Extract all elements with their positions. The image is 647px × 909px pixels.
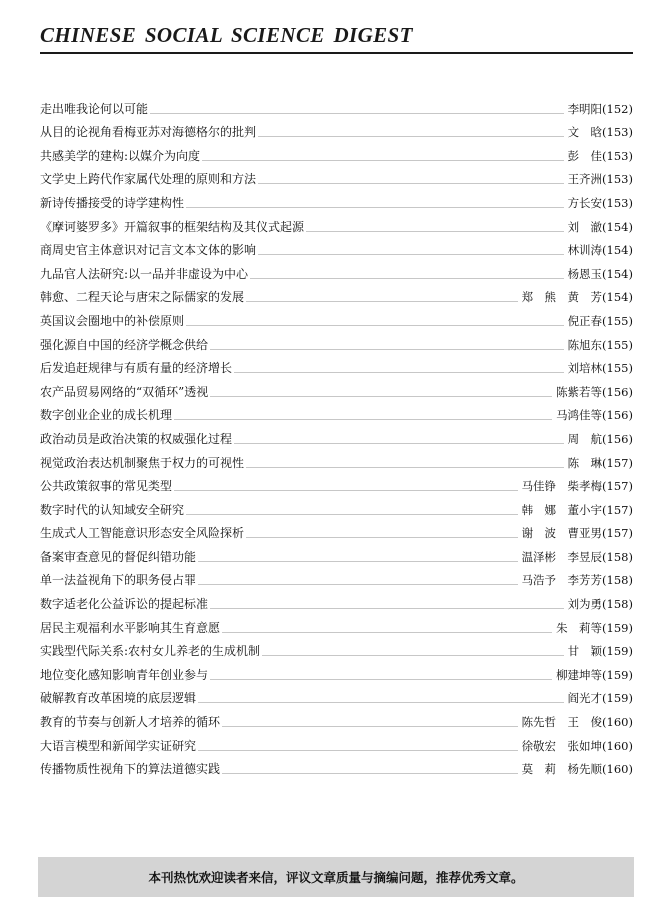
toc-entry[interactable] <box>40 93 633 117</box>
toc-entry-title: 英国议会圈地中的补偿原则 <box>40 313 185 328</box>
toc-entry[interactable] <box>40 706 633 730</box>
toc-entry[interactable] <box>40 164 633 188</box>
dot-leader <box>210 608 564 609</box>
toc-entry-author-page: 阎光才(159) <box>567 691 633 706</box>
dot-leader <box>246 301 518 302</box>
toc-entry-title: 地位变化感知影响青年创业参与 <box>40 667 209 682</box>
dot-leader <box>234 443 564 444</box>
dot-leader <box>258 136 564 137</box>
toc-entry[interactable] <box>40 117 633 141</box>
dot-leader <box>150 113 564 114</box>
dot-leader <box>250 278 564 279</box>
toc-entry-author-page: 刘培林(155) <box>567 361 633 376</box>
toc-entry-author-page: 马佳铮 柴孝梅(157) <box>521 479 633 494</box>
toc-entry-title: 新诗传播接受的诗学建构性 <box>40 195 185 210</box>
toc-entry[interactable] <box>40 305 633 329</box>
dot-leader <box>186 514 518 515</box>
toc-entry[interactable] <box>40 423 633 447</box>
dot-leader <box>174 490 518 491</box>
dot-leader <box>174 419 552 420</box>
toc-entry-author-page: 彭 佳(153) <box>567 148 633 163</box>
toc-entry-author-page: 朱 莉等(159) <box>556 620 633 635</box>
toc-entry[interactable] <box>40 683 633 707</box>
toc-entry-author-page: 陈 琳(157) <box>567 455 633 470</box>
toc-entry-author-page: 王齐洲(153) <box>567 172 633 187</box>
toc-entry-author-page: 方长安(153) <box>567 195 633 210</box>
dot-leader <box>306 231 564 232</box>
journal-header <box>40 21 633 49</box>
dot-leader <box>246 467 564 468</box>
dot-leader <box>210 396 552 397</box>
toc-entry-title: 大语言模型和新闻学实证研究 <box>40 738 197 753</box>
dot-leader <box>222 773 518 774</box>
footer-text: 本刊热忱欢迎读者来信，评议文章质量与摘编问题，推荐优秀文章。 <box>148 870 524 885</box>
toc-entry-title: 数字适老化公益诉讼的提起标准 <box>40 597 209 612</box>
dot-leader <box>186 207 564 208</box>
toc-entry-title: 教育的节奏与创新人才培养的循环 <box>40 715 221 730</box>
dot-leader <box>198 584 518 585</box>
toc-entry[interactable] <box>40 235 633 259</box>
toc-entry-author-page: 陈旭东(155) <box>567 337 633 352</box>
toc-entry-title: 走出唯我论何以可能 <box>40 101 149 116</box>
toc-entry[interactable] <box>40 541 633 565</box>
toc-entry-author-page: 莫 莉 杨先顺(160) <box>521 762 633 777</box>
dot-leader <box>198 750 518 751</box>
toc-entry[interactable] <box>40 636 633 660</box>
toc-entry-title: 数字创业企业的成长机理 <box>40 408 173 423</box>
toc-entry-author-page: 韩 娜 董小宇(157) <box>521 502 633 517</box>
toc-entry-title: 生成式人工智能意识形态安全风险探析 <box>40 526 245 541</box>
toc-entry-author-page: 甘 颖(159) <box>567 644 633 659</box>
toc-entry-author-page: 郑 熊 黄 芳(154) <box>521 290 633 305</box>
toc-entry-author-page: 陈紫若等(156) <box>556 384 633 399</box>
toc-entry-author-page: 文 晗(153) <box>567 125 633 140</box>
toc-entry-author-page: 周 航(156) <box>567 431 633 446</box>
toc-entry[interactable] <box>40 282 633 306</box>
dot-leader <box>222 726 518 727</box>
toc-entry-author-page: 徐敬宏 张如坤(160) <box>521 738 633 753</box>
toc-entry-title: 视觉政治表达机制聚焦于权力的可视性 <box>40 455 245 470</box>
toc-entry-title: 农产品贸易网络的“双循环”透视 <box>40 384 209 399</box>
footer-note <box>38 857 634 897</box>
toc-entry-title: 从目的论视角看梅亚苏对海德格尔的批判 <box>40 125 257 140</box>
dot-leader <box>210 349 564 350</box>
toc-entry-title: 共感美学的建构:以媒介为向度 <box>40 148 201 163</box>
toc-entry-title: 强化源自中国的经济学概念供给 <box>40 337 209 352</box>
toc-entry[interactable] <box>40 258 633 282</box>
toc-entry[interactable] <box>40 447 633 471</box>
toc-entry-title: 单一法益视角下的职务侵占罪 <box>40 573 197 588</box>
toc-entry-title: 传播物质性视角下的算法道德实践 <box>40 762 221 777</box>
toc-entry-author-page: 马浩予 李芳芳(158) <box>521 573 633 588</box>
dot-leader <box>222 632 552 633</box>
toc-entry-title: 文学史上跨代作家属代处理的原则和方法 <box>40 172 257 187</box>
toc-entry-title: 《摩诃婆罗多》开篇叙事的框架结构及其仪式起源 <box>40 219 305 234</box>
toc-entry[interactable] <box>40 588 633 612</box>
toc-entry-title: 韩愈、二程天论与唐宋之际儒家的发展 <box>40 290 245 305</box>
dot-leader <box>198 561 518 562</box>
toc-entry[interactable] <box>40 471 633 495</box>
toc-entry[interactable] <box>40 494 633 518</box>
toc-entry[interactable] <box>40 140 633 164</box>
dot-leader <box>234 372 564 373</box>
dot-leader <box>186 325 564 326</box>
toc-entry-author-page: 马鸿佳等(156) <box>556 408 633 423</box>
toc-entry[interactable] <box>40 730 633 754</box>
toc-entry[interactable] <box>40 518 633 542</box>
toc-entry[interactable] <box>40 400 633 424</box>
toc-entry[interactable] <box>40 754 633 778</box>
toc-entry-author-page: 杨恩玉(154) <box>567 266 633 281</box>
dot-leader <box>258 254 564 255</box>
toc-entry-author-page: 倪正春(155) <box>567 313 633 328</box>
toc-entry[interactable] <box>40 612 633 636</box>
toc-entry-author-page: 林训涛(154) <box>567 243 633 258</box>
toc-entry[interactable] <box>40 329 633 353</box>
toc-entry-title: 商周史官主体意识对记言文本文体的影响 <box>40 243 257 258</box>
toc-entry-author-page: 刘 澈(154) <box>567 219 633 234</box>
toc-entry-author-page: 谢 波 曹亚男(157) <box>521 526 633 541</box>
table-of-contents <box>40 93 633 777</box>
toc-entry-author-page: 柳建坤等(159) <box>556 667 633 682</box>
toc-entry-author-page: 温泽彬 李昱辰(158) <box>521 549 633 564</box>
dot-leader <box>202 160 564 161</box>
dot-leader <box>210 679 552 680</box>
toc-entry-title: 九品官人法研究:以一品并非虚设为中心 <box>40 266 249 281</box>
journal-title: CHINESE SOCIAL SCIENCE DIGEST <box>40 23 413 47</box>
dot-leader <box>246 537 518 538</box>
toc-entry-title: 后发追赶规律与有质有量的经济增长 <box>40 361 233 376</box>
toc-entry-title: 公共政策叙事的常见类型 <box>40 479 173 494</box>
toc-entry-title: 数字时代的认知域安全研究 <box>40 502 185 517</box>
header-rule <box>40 52 633 54</box>
toc-entry[interactable] <box>40 376 633 400</box>
toc-entry-title: 实践型代际关系:农村女儿养老的生成机制 <box>40 644 261 659</box>
toc-entry-title: 备案审查意见的督促纠错功能 <box>40 549 197 564</box>
toc-entry-title: 破解教育改革困境的底层逻辑 <box>40 691 197 706</box>
toc-entry[interactable] <box>40 659 633 683</box>
toc-entry-author-page: 李明阳(152) <box>567 101 633 116</box>
dot-leader <box>262 655 564 656</box>
toc-entry[interactable] <box>40 565 633 589</box>
toc-entry-title: 居民主观福利水平影响其生育意愿 <box>40 620 221 635</box>
toc-entry-title: 政治动员是政治决策的权威强化过程 <box>40 431 233 446</box>
toc-entry-author-page: 刘为勇(158) <box>567 597 633 612</box>
toc-entry[interactable] <box>40 211 633 235</box>
dot-leader <box>258 183 564 184</box>
toc-entry[interactable] <box>40 353 633 377</box>
dot-leader <box>198 702 564 703</box>
toc-entry-author-page: 陈先哲 王 俊(160) <box>521 715 633 730</box>
toc-entry[interactable] <box>40 187 633 211</box>
